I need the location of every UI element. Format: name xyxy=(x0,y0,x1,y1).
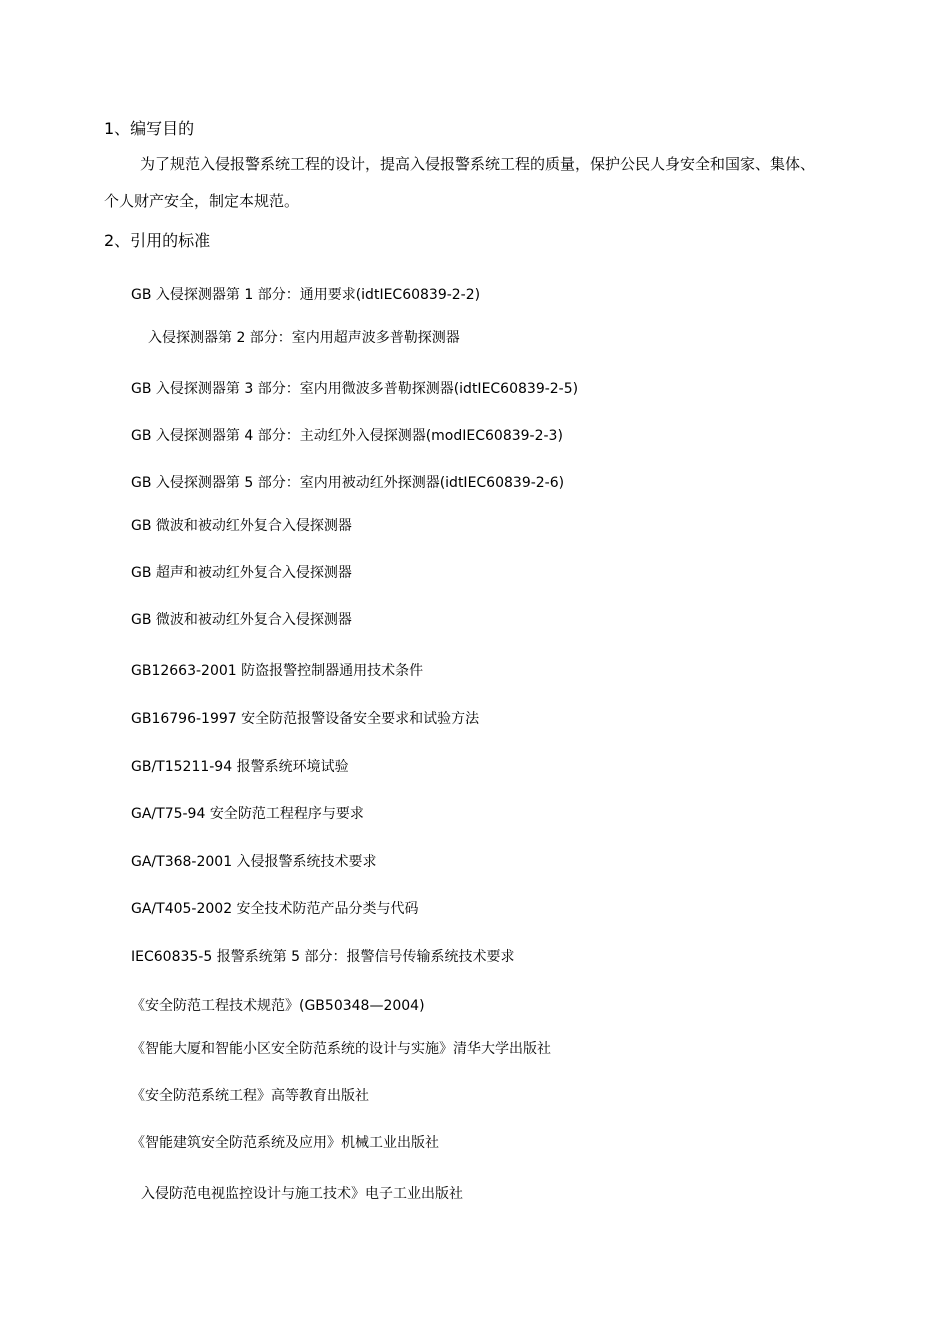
reference-item: GB 微波和被动红外复合入侵探测器 xyxy=(131,612,352,628)
reference-item: GB 入侵探测器第 5 部分：室内用被动红外探测器(idtIEC60839-2-6) xyxy=(131,475,565,491)
reference-item: GB 入侵探测器第 4 部分：主动红外入侵探测器(modIEC60839-2-3) xyxy=(131,428,563,444)
reference-item: GB12663-2001 防盗报警控制器通用技术条件 xyxy=(131,663,424,679)
reference-item: GA/T368-2001 入侵报警系统技术要求 xyxy=(131,854,377,870)
reference-item: 《智能建筑安全防范系统及应用》机械工业出版社 xyxy=(131,1135,439,1151)
reference-item: 《安全防范工程技术规范》(GB50348—2004) xyxy=(131,998,425,1014)
reference-item: GA/T75-94 安全防范工程程序与要求 xyxy=(131,806,364,822)
reference-item: GB 超声和被动红外复合入侵探测器 xyxy=(131,565,352,581)
reference-item: 入侵探测器第 2 部分：室内用超声波多普勒探测器 xyxy=(148,330,460,346)
section-2-heading: 2、引用的标准 xyxy=(104,231,211,250)
section-1-paragraph-line-1: 为了规范入侵报警系统工程的设计，提高入侵报警系统工程的质量，保护公民人身安全和国家、集体、 xyxy=(140,155,816,173)
reference-item: GB 入侵探测器第 3 部分：室内用微波多普勒探测器(idtIEC60839-2-5) xyxy=(131,381,579,397)
reference-item: 《智能大厦和智能小区安全防范系统的设计与实施》清华大学出版社 xyxy=(131,1041,551,1057)
section-1-paragraph-line-2: 个人财产安全，制定本规范。 xyxy=(104,192,300,210)
reference-item: IEC60835-5 报警系统第 5 部分：报警信号传输系统技术要求 xyxy=(131,949,515,965)
reference-item: GB16796-1997 安全防范报警设备安全要求和试验方法 xyxy=(131,711,480,727)
reference-item: GB 入侵探测器第 1 部分：通用要求(idtIEC60839-2-2) xyxy=(131,287,481,303)
reference-item: GB 微波和被动红外复合入侵探测器 xyxy=(131,518,352,534)
reference-item: 入侵防范电视监控设计与施工技术》电子工业出版社 xyxy=(141,1186,463,1202)
reference-item: GA/T405-2002 安全技术防范产品分类与代码 xyxy=(131,901,419,917)
reference-item: GB/T15211-94 报警系统环境试验 xyxy=(131,759,349,775)
reference-item: 《安全防范系统工程》高等教育出版社 xyxy=(131,1088,369,1104)
section-1-heading: 1、编写目的 xyxy=(104,119,195,138)
